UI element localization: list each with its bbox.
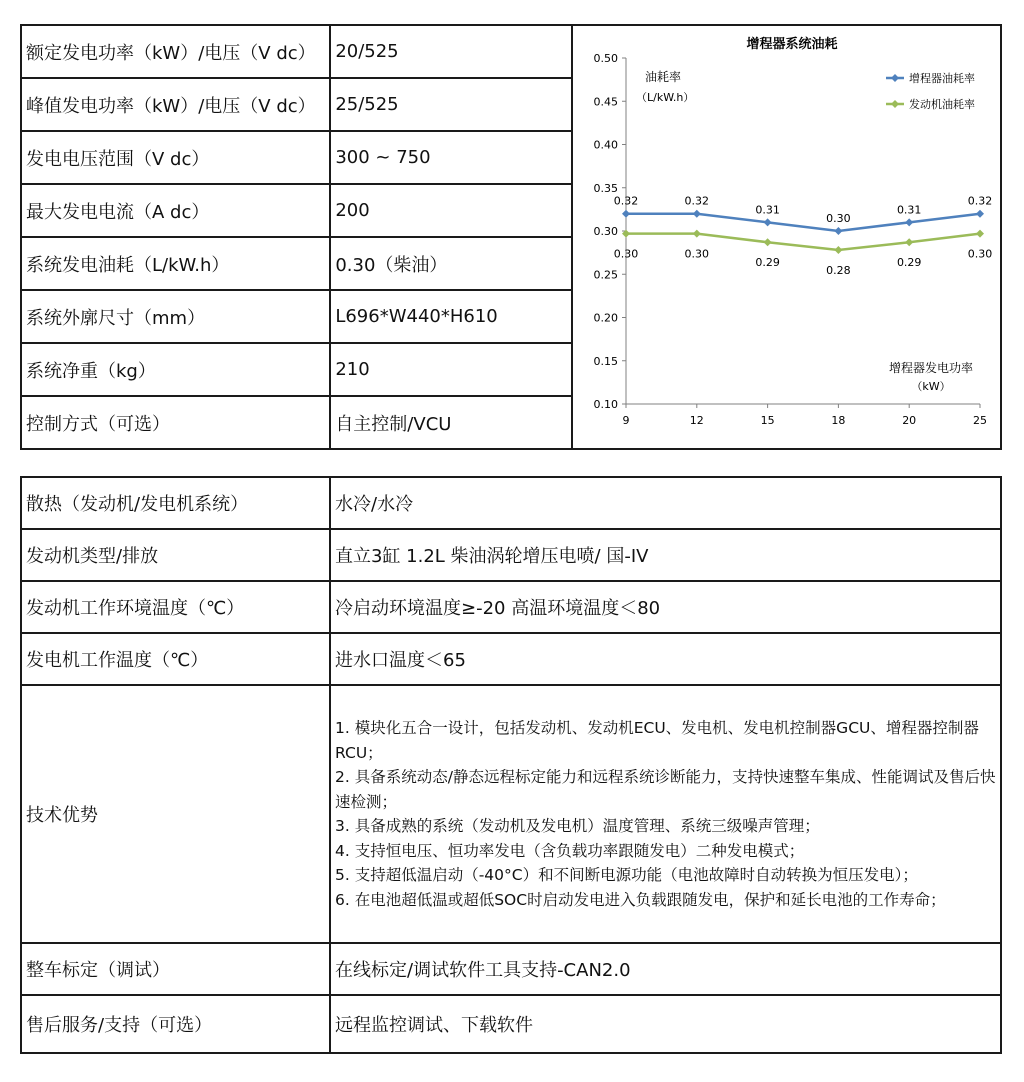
- spec-label: 额定发电功率（kW）/电压（V dc）: [21, 25, 330, 78]
- detail-table: [20, 476, 1002, 1054]
- legend-label-range-extender: 增程器油耗率: [908, 72, 975, 85]
- x-tick-label: 18: [830, 414, 845, 427]
- legend-marker-range-extender: [891, 74, 899, 82]
- fuel-consumption-chart: [573, 26, 1000, 443]
- y-tick-label: 0.50: [593, 52, 618, 65]
- data-label: 0.30: [825, 212, 851, 225]
- data-point: [692, 230, 700, 238]
- data-label: 0.31: [896, 203, 921, 217]
- detail-label: 发动机类型/排放: [21, 529, 330, 581]
- data-point: [763, 238, 771, 246]
- chart-cell: [572, 25, 1001, 449]
- x-tick-label: 9: [622, 414, 630, 427]
- spec-value: 25/525: [330, 78, 571, 131]
- x-tick-label: 15: [760, 414, 775, 427]
- series-line-0: [626, 214, 980, 231]
- detail-value: 水冷/水冷: [330, 477, 1001, 529]
- x-tick-label: 25: [972, 414, 987, 427]
- y-tick-label: 0.20: [593, 311, 618, 325]
- y-tick-label: 0.45: [593, 95, 618, 109]
- spec-value: 自主控制/VCU: [330, 396, 571, 449]
- data-label: 0.28: [825, 264, 851, 278]
- spec-value: 20/525: [330, 25, 571, 78]
- legend: [886, 71, 975, 111]
- data-point: [905, 238, 913, 246]
- detail-value: 进水口温度＜65: [330, 633, 1001, 685]
- advantage-item: 4. 支持恒电压、恒功率发电（含负载功率跟随发电）二种发电模式；: [335, 841, 805, 860]
- spec-label: 发电电压范围（V dc）: [21, 131, 330, 184]
- x-tick-label: 20: [901, 414, 916, 427]
- spec-table: [20, 24, 1002, 450]
- detail-label: 发动机工作环境温度（℃）: [21, 581, 330, 633]
- detail-row: [21, 995, 1001, 1053]
- advantage-item: 3. 具备成熟的系统（发动机及发电机）温度管理、系统三级噪声管理；: [335, 817, 820, 835]
- y-tick-label: 0.15: [593, 354, 618, 368]
- detail-label: 整车标定（调试）: [21, 943, 330, 995]
- y-axis-unit: （L/kW.h）: [635, 91, 694, 104]
- advantages-label: 技术优势: [21, 685, 330, 943]
- data-point: [834, 246, 842, 254]
- data-label: 0.32: [613, 194, 638, 208]
- spec-label: 控制方式（可选）: [21, 396, 330, 449]
- detail-row: [21, 633, 1001, 685]
- y-axis-title: 油耗率: [644, 70, 681, 84]
- detail-label: 发电机工作温度（℃）: [21, 633, 330, 685]
- data-label: 0.30: [613, 247, 638, 261]
- spec-value: 0.30（柴油）: [330, 237, 571, 290]
- advantage-item: 1. 模块化五合一设计，包括发动机、发动机ECU、发电机、发电机控制器GCU、增程器控制器RCU；: [335, 719, 979, 762]
- advantages-list: [335, 716, 996, 912]
- detail-value: 远程监控调试、下载软件: [330, 995, 1001, 1053]
- spec-label: 最大发电电流（A dc）: [21, 184, 330, 237]
- legend-marker-engine: [891, 100, 899, 108]
- spec-label: 系统净重（kg）: [21, 343, 330, 396]
- spec-label: 系统外廓尺寸（mm）: [21, 290, 330, 343]
- x-axis-unit: （kW）: [910, 380, 951, 393]
- x-tick-label: 12: [689, 414, 704, 427]
- x-axis-title: 增程器发电功率: [888, 361, 973, 375]
- spec-value: L696*W440*H610: [330, 290, 571, 343]
- chart-title: 增程器系统油耗: [746, 37, 838, 52]
- data-label: 0.30: [684, 247, 709, 261]
- data-point: [692, 210, 700, 218]
- advantages-row: [21, 685, 1001, 943]
- spec-value: 210: [330, 343, 571, 396]
- detail-row: [21, 529, 1001, 581]
- detail-value: 在线标定/调试软件工具支持-CAN2.0: [330, 943, 1001, 995]
- detail-row: [21, 581, 1001, 633]
- advantage-item: 2. 具备系统动态/静态远程标定能力和远程系统诊断能力，支持快速整车集成、性能调试及售后快速检测；: [335, 768, 996, 811]
- y-tick-label: 0.10: [593, 398, 618, 411]
- y-tick-label: 0.25: [593, 268, 618, 282]
- spec-value: 300 ~ 750: [330, 131, 571, 184]
- detail-row: [21, 477, 1001, 529]
- data-label: 0.29: [896, 256, 921, 270]
- data-label: 0.32: [684, 194, 709, 208]
- spec-label: 系统发电油耗（L/kW.h）: [21, 237, 330, 290]
- data-label: 0.30: [967, 247, 992, 261]
- detail-label: 散热（发动机/发电机系统）: [21, 477, 330, 529]
- data-point: [905, 218, 913, 226]
- spec-value: 200: [330, 184, 571, 237]
- y-tick-label: 0.35: [593, 181, 618, 195]
- y-tick-label: 0.30: [593, 225, 618, 238]
- legend-label-engine: 发动机油耗率: [908, 98, 975, 111]
- data-point: [622, 210, 630, 218]
- detail-value: 直立3缸 1.2L 柴油涡轮增压电喷/ 国-IV: [330, 529, 1001, 581]
- detail-row: [21, 943, 1001, 995]
- spec-label: 峰值发电功率（kW）/电压（V dc）: [21, 78, 330, 131]
- data-point: [976, 230, 984, 238]
- spec-row: [21, 25, 1001, 78]
- detail-value: 冷启动环境温度≥-20 高温环境温度＜80: [330, 581, 1001, 633]
- advantage-item: 6. 在电池超低温或超低SOC时启动发电进入负载跟随发电，保护和延长电池的工作寿命；: [335, 890, 946, 909]
- data-label: 0.29: [754, 256, 780, 270]
- advantages-value: [330, 685, 1001, 943]
- y-tick-label: 0.40: [593, 138, 618, 152]
- data-label: 0.31: [754, 203, 780, 217]
- advantage-item: 5. 支持超低温启动（-40°C）和不间断电源功能（电池故障时自动转换为恒压发电）；: [335, 866, 918, 884]
- detail-label: 售后服务/支持（可选）: [21, 995, 330, 1053]
- data-point: [834, 227, 842, 235]
- data-point: [763, 218, 771, 226]
- series-line-1: [626, 234, 980, 250]
- data-point: [976, 210, 984, 218]
- data-label: 0.32: [967, 194, 992, 208]
